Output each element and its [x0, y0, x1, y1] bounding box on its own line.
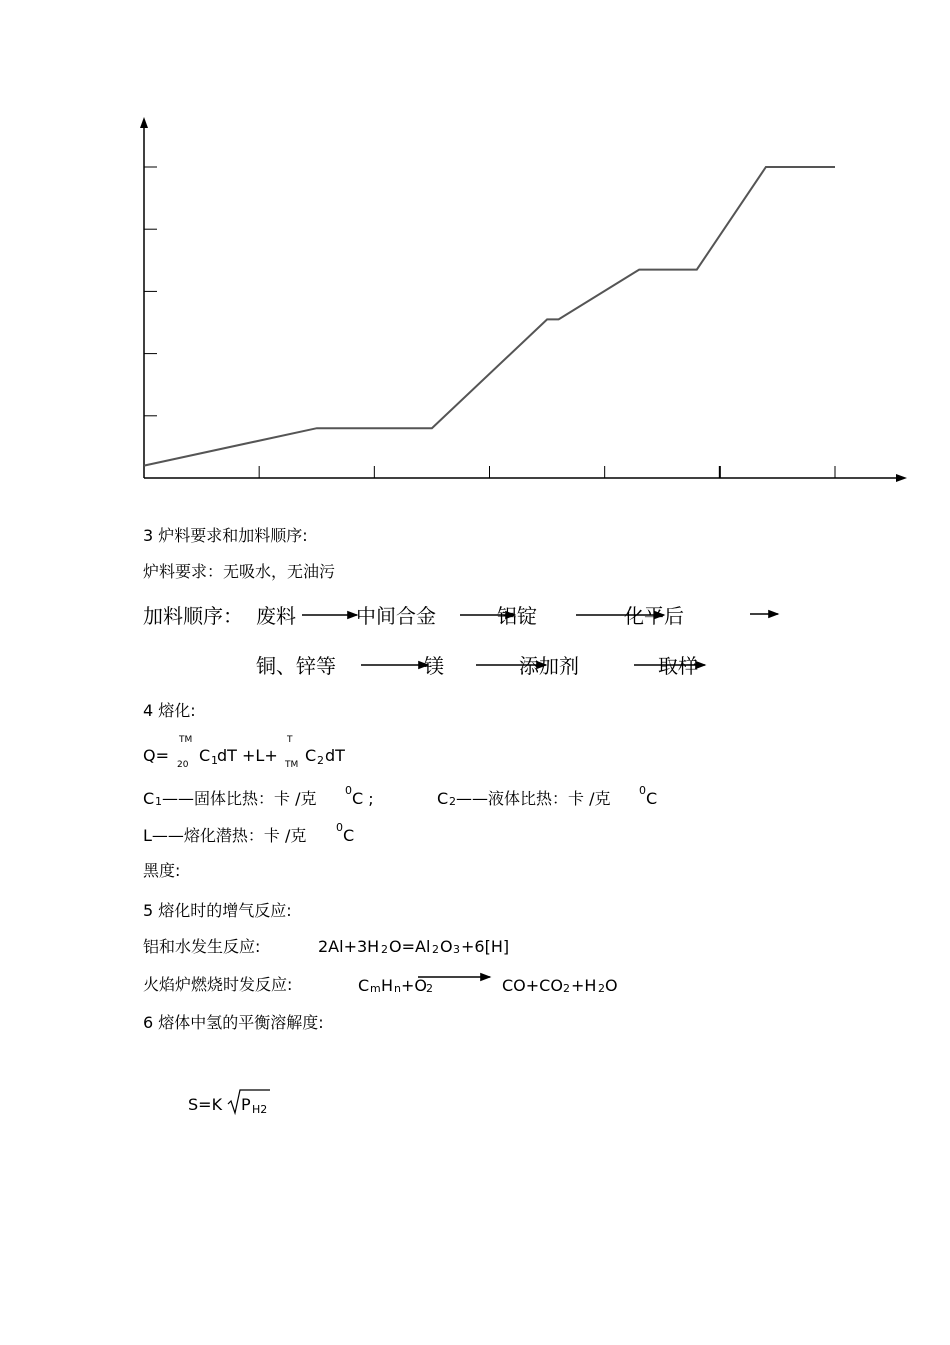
eq-sub: 2 — [426, 982, 433, 995]
eq-part: O — [440, 937, 453, 956]
step-8: 取样 — [658, 654, 698, 678]
formula-q: Q= — [143, 746, 169, 765]
c2-degree: 0 — [639, 784, 646, 797]
l-degree: 0 — [336, 821, 343, 834]
step-4: 化平后 — [624, 604, 684, 628]
formula-term2-tail: dT — [325, 746, 345, 765]
pressure-symbol: P — [241, 1095, 251, 1114]
eq-part: 2Al+3H — [318, 937, 380, 956]
formula-term1-tail: dT +L+ — [217, 746, 278, 765]
formula-c1: C — [199, 746, 211, 765]
al-water-label: 铝和水发生反应: — [143, 937, 261, 956]
eq-sub: 3 — [453, 943, 460, 956]
step-6: 镁 — [424, 654, 444, 678]
eq-part: O=Al — [389, 937, 431, 956]
eq-part: H — [381, 976, 394, 995]
eq-part: +H — [571, 976, 597, 995]
c1-degree: 0 — [345, 784, 352, 797]
flame-furnace-label: 火焰炉燃烧时发反应: — [143, 975, 293, 994]
integral-2-lower: TM — [285, 760, 299, 770]
eq-part: C — [358, 976, 370, 995]
furnace-requirement: 炉料要求：无吸水，无油污 — [143, 562, 336, 581]
eq-part: CO+CO — [502, 976, 563, 995]
integral-2-upper: T — [287, 735, 293, 745]
blackness-label: 黑度: — [143, 861, 181, 880]
step-7: 添加剂 — [519, 654, 579, 678]
c2-description: ——液体比热：卡 /克 — [456, 789, 611, 808]
integral-1-upper: TM — [179, 735, 193, 745]
eq-part: +6[H] — [461, 937, 510, 956]
section5-heading: 5 熔化时的增气反应: — [143, 901, 292, 920]
s-equals-k: S=K — [188, 1095, 223, 1114]
formula-c1-sub: 1 — [211, 754, 218, 767]
section4-heading: 4 熔化: — [143, 701, 196, 720]
step-5: 铜、锌等 — [256, 654, 336, 678]
c1-symbol: C — [143, 789, 155, 808]
section6-heading: 6 熔体中氢的平衡溶解度: — [143, 1013, 324, 1032]
step-2: 中间合金 — [356, 604, 436, 628]
eq-sub: m — [370, 982, 381, 995]
c1-subscript: 1 — [155, 795, 162, 808]
section3-heading: 3 炉料要求和加料顺序: — [143, 526, 308, 545]
eq-sub: 2 — [381, 943, 388, 956]
formula-c2-sub: 2 — [317, 754, 324, 767]
pressure-subscript: H2 — [252, 1103, 268, 1116]
l-description: L——熔化潜热：卡 /克 — [143, 826, 307, 845]
eq-sub: 2 — [598, 982, 605, 995]
c1-unit: C ; — [352, 789, 374, 808]
c2-subscript: 2 — [449, 795, 456, 808]
c2-unit: C — [646, 789, 658, 808]
c2-symbol: C — [437, 789, 449, 808]
eq-sub: 2 — [563, 982, 570, 995]
step-1: 废料 — [256, 604, 296, 628]
step-3: 铝锭 — [497, 604, 537, 628]
l-unit: C — [343, 826, 355, 845]
eq-part: O — [605, 976, 618, 995]
c1-description: ——固体比热：卡 /克 — [162, 789, 317, 808]
eq-part: +O — [401, 976, 427, 995]
eq-sub: 2 — [432, 943, 439, 956]
eq-sub: n — [394, 982, 401, 995]
charging-order-label: 加料顺序： — [143, 604, 243, 628]
formula-c2: C — [305, 746, 317, 765]
integral-1-lower: 20 — [177, 760, 189, 770]
